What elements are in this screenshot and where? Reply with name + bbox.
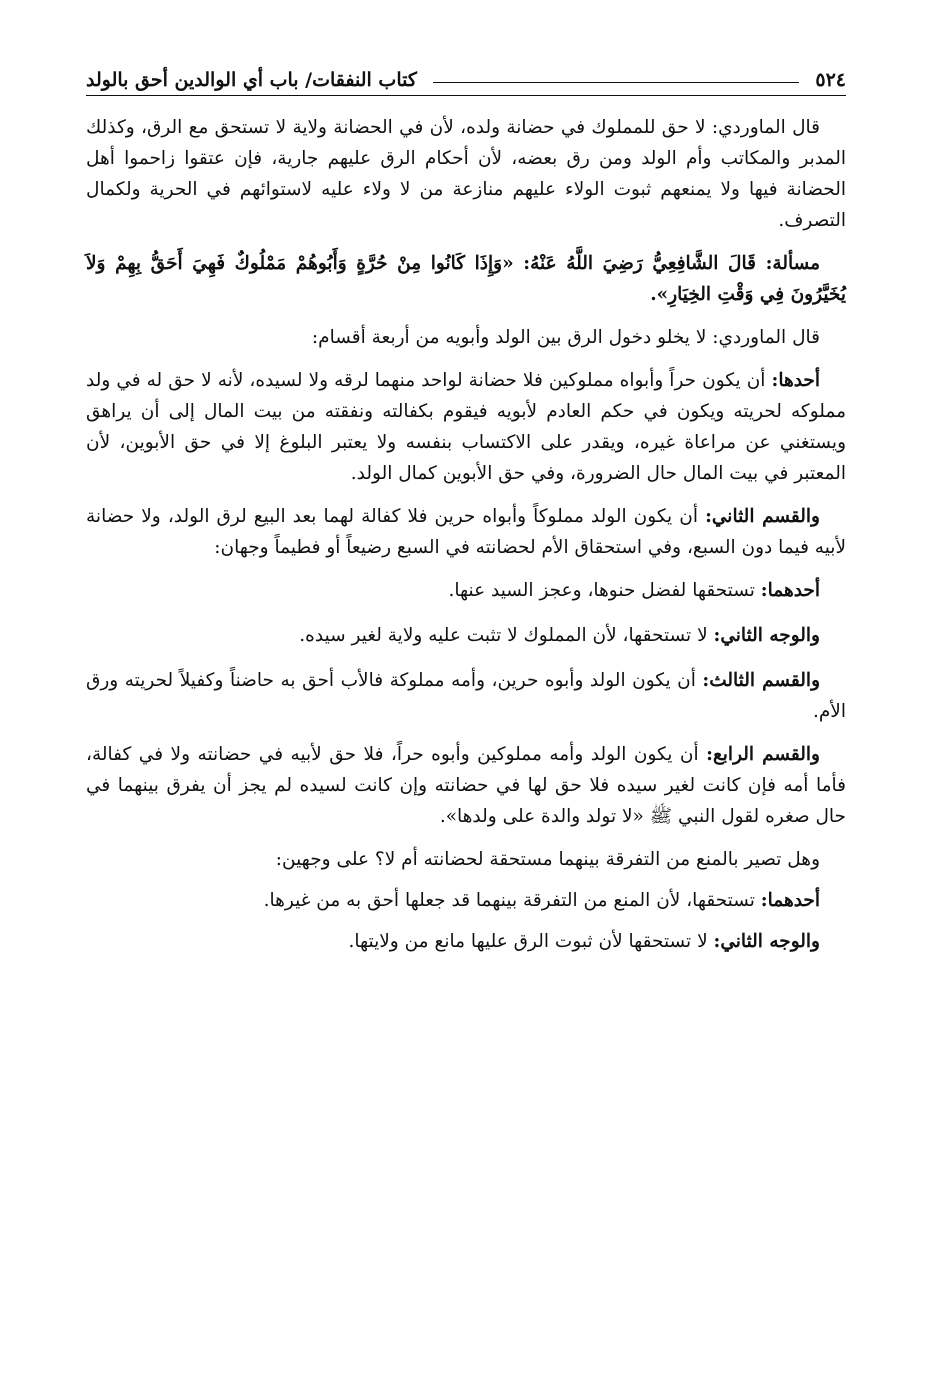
paragraph-lead: مسألة: قَالَ الشَّافِعِيُّ	[652, 253, 821, 274]
paragraph-9	[86, 739, 846, 832]
chapter-title: كتاب النفقات/ باب أي الوالدين أحق بالولد	[86, 69, 417, 91]
paragraph-text: أن يكون الولد مملوكاً وأبواه حرين فلا كفالة لهما بعد البيع لرق الولد، ولا حضانة لأبيه فيما دون السبع، وفي استحقاق الأم لحضانته في السبع رضيعاً أو فطيماً وجهان:	[86, 506, 846, 558]
running-header	[86, 62, 846, 96]
paragraph-text: تستحقها، لأن المنع من التفرقة بينهما قد جعلها أحق به من غيرها.	[263, 890, 755, 911]
paragraph-lead: والقسم الثاني:	[705, 506, 820, 527]
paragraph-3	[86, 322, 846, 353]
paragraph-lead: أحدها:	[771, 370, 821, 391]
paragraph-10	[86, 844, 846, 875]
page-number: ٥٢٤	[815, 69, 846, 91]
paragraph-4	[86, 365, 846, 489]
paragraph-text: أن يكون الولد وأمه مملوكين وأبوه حراً، فلا حق لأبيه في حضانته ولا في كفالة، فأما أمه فإن كانت لغير سيده فلا حق لها في حضانته وإن كانت لسيده لم يجز أن يفرق بينهما في حال صغره لقول النبي ﷺ «لا تولد والدة على ولدها».	[86, 744, 846, 827]
paragraph-text: قال الماوردي: لا حق للمملوك في حضانة ولده، لأن في الحضانة ولاية لا تستحق مع الرق، وكذلك المدبر والمكاتب وأم الولد ومن رق بعضه، لأن أحكام الرق عليهم جارية، فإن عتقوا زاحموا أهل الحضانة فيها ولا يمنعهم ثبوت الولاء عليهم منازعة من لا ولاء عليه لاستوائهم في الحرية ولكمال التصرف.	[86, 117, 846, 231]
paragraph-11	[86, 885, 846, 916]
paragraph-7	[86, 620, 846, 651]
paragraph-6	[86, 575, 846, 606]
paragraph-5	[86, 501, 846, 563]
paragraph-text: أن يكون حراً وأبواه مملوكين فلا حضانة لواحد منهما لرقه ولا لسيده، لأنه لا حق له في ولد مملوكه لحريته ويكون في حكم العادم لأبويه فيقوم بكفالته ونفقته من بيت المال إلى أن يراهق ويستغني عن مراعاة غيره، ويقدر على الاكتساب بنفسه ولا يعتبر البلوغ إلا في حق الأبوين، لأن المعتبر في بيت المال حال الضرورة، وفي حق الأبوين كمال الولد.	[86, 370, 846, 484]
paragraph-lead: والقسم الثالث:	[702, 670, 821, 691]
paragraph-text: لا تستحقها، لأن المملوك لا تثبت عليه ولاية لغير سيده.	[299, 625, 708, 646]
paragraph-text: أن يكون الولد وأبوه حرين، وأمه مملوكة فالأب أحق به حاضناً وكفيلاً لحريته ورق الأم.	[86, 670, 846, 722]
paragraph-lead: أحدهما:	[760, 890, 820, 911]
paragraph-text: وهل تصير بالمنع من التفرقة بينهما مستحقة لحضانته أم لا؟ على وجهين:	[275, 849, 820, 870]
paragraph-lead: والوجه الثاني:	[713, 931, 820, 952]
paragraph-lead: أحدهما:	[760, 580, 820, 601]
paragraph-8	[86, 665, 846, 727]
paragraph-text: قال الماوردي: لا يخلو دخول الرق بين الولد وأبويه من أربعة أقسام:	[311, 327, 820, 348]
paragraph-text: رَضِيَ اللَّهُ عَنْهُ: «وَإِذَا كَانُوا مِنْ حُرَّةٍ وَأَبُوهُمْ مَمْلُوكٌ فَهِيَ أَحَقُّ بِهِمْ وَلاَ يُخَيَّرُونَ فِي وَقْتِ الخِيَارِ».	[86, 253, 846, 305]
header-rule	[433, 82, 799, 83]
paragraph-lead: والقسم الرابع:	[706, 744, 820, 765]
paragraph-2	[86, 248, 846, 310]
body-text	[86, 112, 846, 967]
paragraph-text: تستحقها لفضل حنوها، وعجز السيد عنها.	[448, 580, 755, 601]
paragraph-12	[86, 926, 846, 957]
paragraph-text: لا تستحقها لأن ثبوت الرق عليها مانع من ولايتها.	[348, 931, 708, 952]
paragraph-1	[86, 112, 846, 236]
paragraph-lead: والوجه الثاني:	[713, 625, 820, 646]
